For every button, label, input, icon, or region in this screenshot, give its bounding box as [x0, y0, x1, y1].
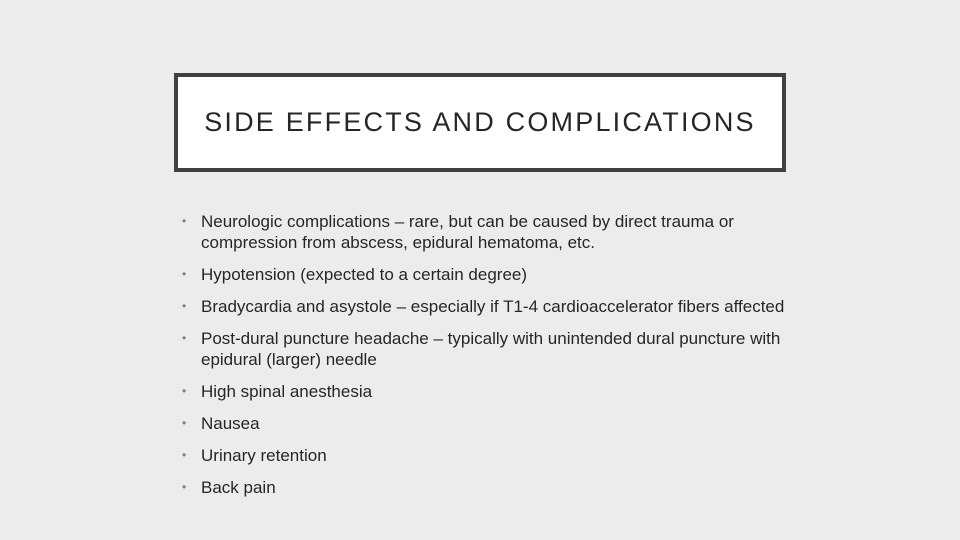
bullet-icon: •	[182, 214, 187, 228]
slide-title: SIDE EFFECTS AND COMPLICATIONS	[204, 107, 756, 137]
bullet-item	[182, 211, 802, 253]
title-box	[174, 73, 786, 172]
bullet-text: Post-dural puncture headache – typically with unintended dural puncture with epidural (larger) needle	[201, 329, 781, 369]
bullet-item	[182, 477, 802, 498]
bullet-list	[182, 211, 802, 509]
bullet-item	[182, 264, 802, 285]
bullet-icon: •	[182, 416, 187, 430]
bullet-icon: •	[182, 267, 187, 281]
bullet-text: Back pain	[201, 478, 276, 497]
bullet-icon: •	[182, 331, 187, 345]
bullet-item	[182, 445, 802, 466]
bullet-item	[182, 381, 802, 402]
bullet-text: High spinal anesthesia	[201, 382, 373, 401]
bullet-icon: •	[182, 448, 187, 462]
bullet-text: Urinary retention	[201, 446, 327, 465]
bullet-icon: •	[182, 480, 187, 494]
bullet-item	[182, 296, 802, 317]
bullet-text: Nausea	[201, 414, 260, 433]
bullet-text: Neurologic complications – rare, but can be caused by direct trauma or compression from abscess, epidural hematoma, etc.	[201, 212, 734, 252]
bullet-icon: •	[182, 384, 187, 398]
bullet-icon: •	[182, 299, 187, 313]
bullet-item	[182, 328, 802, 370]
bullet-item	[182, 413, 802, 434]
bullet-text: Bradycardia and asystole – especially if T1-4 cardioaccelerator fibers affected	[201, 297, 785, 316]
bullet-text: Hypotension (expected to a certain degree)	[201, 265, 528, 284]
